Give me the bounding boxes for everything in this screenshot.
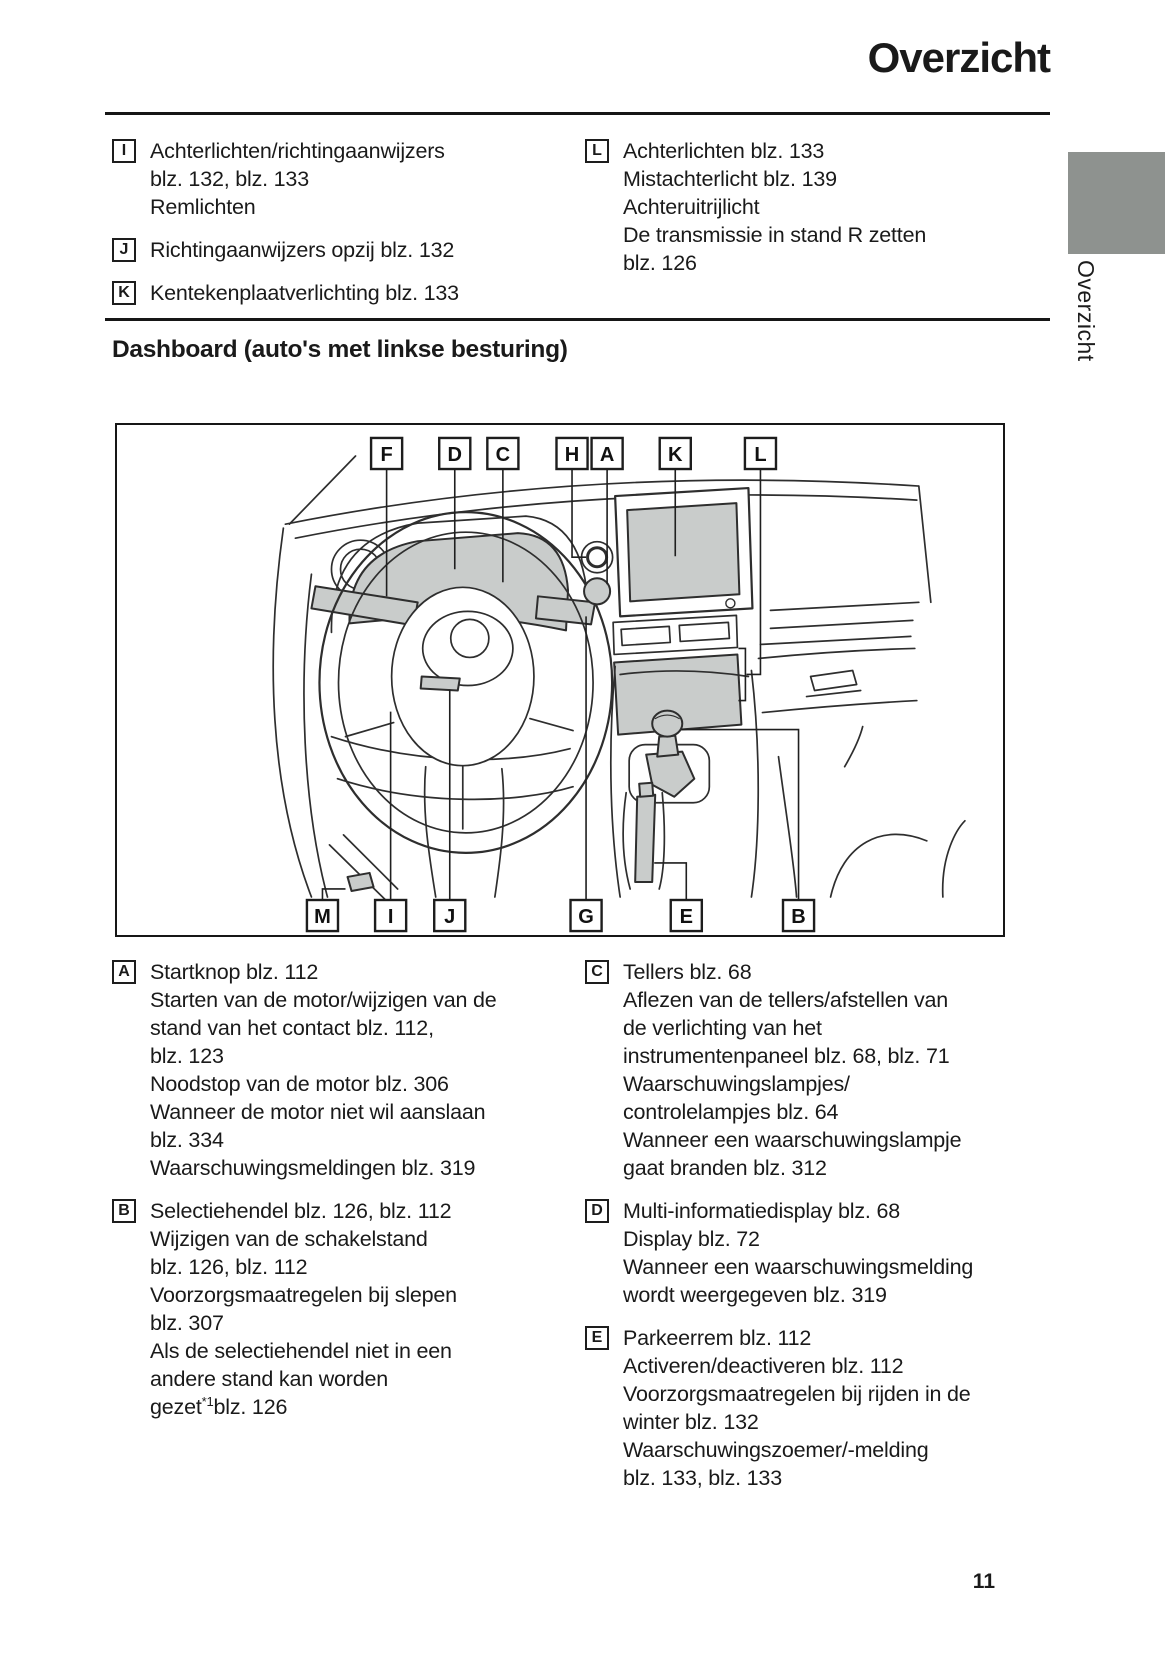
item-letter-box: E — [585, 1326, 609, 1350]
item-text-line: Wijzigen van de schakelstand — [150, 1227, 428, 1251]
start-button — [582, 542, 613, 573]
item-text-line: Starten van de motor/wijzigen van de — [150, 988, 497, 1012]
item-text-line: Display blz. 72 — [623, 1227, 760, 1251]
diagram-bottom-labels — [307, 900, 814, 931]
item-text-line: Tellers blz. 68 — [623, 960, 752, 984]
page-number: 11 — [972, 1570, 995, 1593]
item-text-line: gezet$^{*1}$blz. 126 — [150, 1393, 288, 1419]
item-text-line: Achterlichten blz. 133 — [623, 139, 825, 163]
legend-item-J — [112, 236, 584, 264]
bottom-legend-left-column — [112, 958, 592, 1436]
bottom-legend-right-column — [585, 958, 1063, 1507]
item-letter-box: D — [585, 1199, 609, 1223]
item-text-line: blz. 126, blz. 112 — [150, 1255, 308, 1279]
diagram-label-letter: M — [314, 906, 331, 929]
footnote-marker: *1 — [201, 1393, 214, 1409]
item-text — [623, 958, 961, 1182]
item-text-line: Waarschuwingszoemer/-melding — [623, 1438, 929, 1462]
item-letter-box: A — [112, 960, 136, 984]
item-text-line: Selectiehendel blz. 126, blz. 112 — [150, 1199, 452, 1223]
dashboard-illustration — [117, 425, 1003, 935]
item-letter-box: L — [585, 139, 609, 163]
item-text-line: Achteruitrijlicht — [623, 195, 760, 219]
item-text-line: Mistachterlicht blz. 139 — [623, 167, 837, 191]
legend-item-K — [112, 279, 584, 307]
item-text — [150, 137, 445, 221]
item-text — [150, 958, 497, 1182]
top-legend-left-column — [112, 137, 584, 322]
diagram-label-letter: H — [564, 444, 580, 467]
item-text-line: Startknop blz. 112 — [150, 960, 319, 984]
headlight-knob — [584, 578, 610, 604]
top-legend-right-column — [585, 137, 1060, 292]
chapter-tab-label: Overzicht — [1073, 260, 1099, 362]
item-text — [150, 1197, 457, 1421]
item-text-line: blz. 123 — [150, 1044, 224, 1068]
item-text-line: Multi-informatiedisplay blz. 68 — [623, 1199, 900, 1223]
item-letter-box: I — [112, 139, 136, 163]
item-text-line: Wanneer een waarschuwingslampje — [623, 1128, 962, 1152]
section-heading: Dashboard (auto's met linkse besturing) — [112, 336, 568, 363]
item-text-line: Voorzorgsmaatregelen bij rijden in de — [623, 1382, 971, 1406]
item-text — [623, 1324, 971, 1492]
item-text-line: blz. 132, blz. 133 — [150, 167, 309, 191]
chapter-tab — [1068, 152, 1165, 254]
diagram-label-letter: G — [578, 906, 594, 929]
item-text-line: Waarschuwingslampjes/ — [623, 1072, 850, 1096]
item-text-line: Parkeerrem blz. 112 — [623, 1326, 812, 1350]
item-text-line: blz. 133, blz. 133 — [623, 1466, 782, 1490]
legend-item-A — [112, 958, 592, 1182]
page-title: Overzicht — [867, 34, 1050, 81]
item-text — [623, 137, 926, 277]
item-text-line: instrumentenpaneel blz. 68, blz. 71 — [623, 1044, 950, 1068]
item-text-line: Achterlichten/richtingaanwijzers — [150, 139, 445, 163]
item-text-line: De transmissie in stand R zetten — [623, 223, 927, 247]
item-letter-box: J — [112, 238, 136, 262]
hood-release-lever — [348, 873, 374, 891]
item-text-line: Richtingaanwijzers opzij blz. 132 — [150, 238, 455, 262]
item-text-line: Als de selectiehendel niet in een — [150, 1339, 452, 1363]
parking-brake — [623, 783, 664, 889]
item-text-line: Aflezen van de tellers/afstellen van — [623, 988, 949, 1012]
item-text-line: Wanneer een waarschuwingsmelding — [623, 1255, 974, 1279]
diagram-label-letter: E — [679, 906, 693, 929]
item-text-line: wordt weergegeven blz. 319 — [623, 1283, 887, 1307]
item-text-line: Wanneer de motor niet wil aanslaan — [150, 1100, 486, 1124]
item-text-line: Voorzorgsmaatregelen bij slepen — [150, 1283, 457, 1307]
diagram-label-letter: A — [599, 444, 615, 467]
legend-item-I — [112, 137, 584, 221]
item-text-line: blz. 307 — [150, 1311, 224, 1335]
legend-item-C — [585, 958, 1063, 1182]
diagram-label-letter: J — [444, 906, 456, 929]
diagram-label-letter: C — [495, 444, 511, 467]
item-text-line: blz. 126 — [623, 251, 697, 275]
item-text-line: Activeren/deactiveren blz. 112 — [623, 1354, 904, 1378]
item-text-line: Waarschuwingsmeldingen blz. 319 — [150, 1156, 476, 1180]
item-text-line: controlelampjes blz. 64 — [623, 1100, 839, 1124]
item-text-line: Remlichten — [150, 195, 256, 219]
item-text-line: andere stand kan worden — [150, 1367, 389, 1391]
item-letter-box: B — [112, 1199, 136, 1223]
item-text-line: blz. 334 — [150, 1128, 224, 1152]
item-letter-box: K — [112, 281, 136, 305]
air-vents — [613, 615, 737, 654]
divider-top — [105, 112, 1050, 115]
item-text-line: winter blz. 132 — [623, 1410, 759, 1434]
diagram-top-labels — [371, 438, 776, 469]
legend-item-D — [585, 1197, 1063, 1309]
diagram-label-letter: L — [754, 444, 767, 467]
legend-item-L — [585, 137, 1060, 277]
diagram-label-letter: K — [668, 444, 683, 467]
dashboard-diagram — [115, 423, 1005, 937]
diagram-label-letter: I — [387, 906, 394, 929]
item-text-line: de verlichting van het — [623, 1016, 822, 1040]
item-text-line: Kentekenplaatverlichting blz. 133 — [150, 281, 459, 305]
item-text-line: stand van het contact blz. 112, — [150, 1016, 434, 1040]
divider-middle — [105, 318, 1050, 321]
item-text — [150, 279, 459, 307]
item-text — [623, 1197, 973, 1309]
item-text-line: Noodstop van de motor blz. 306 — [150, 1072, 449, 1096]
legend-item-B — [112, 1197, 592, 1421]
diagram-label-letter: F — [380, 444, 393, 467]
legend-item-E — [585, 1324, 1063, 1492]
item-letter-box: C — [585, 960, 609, 984]
diagram-label-letter: D — [447, 444, 462, 467]
item-text-line: gaat branden blz. 312 — [623, 1156, 827, 1180]
touchscreen — [615, 488, 752, 616]
diagram-label-letter: B — [791, 906, 806, 929]
item-text — [150, 236, 454, 264]
